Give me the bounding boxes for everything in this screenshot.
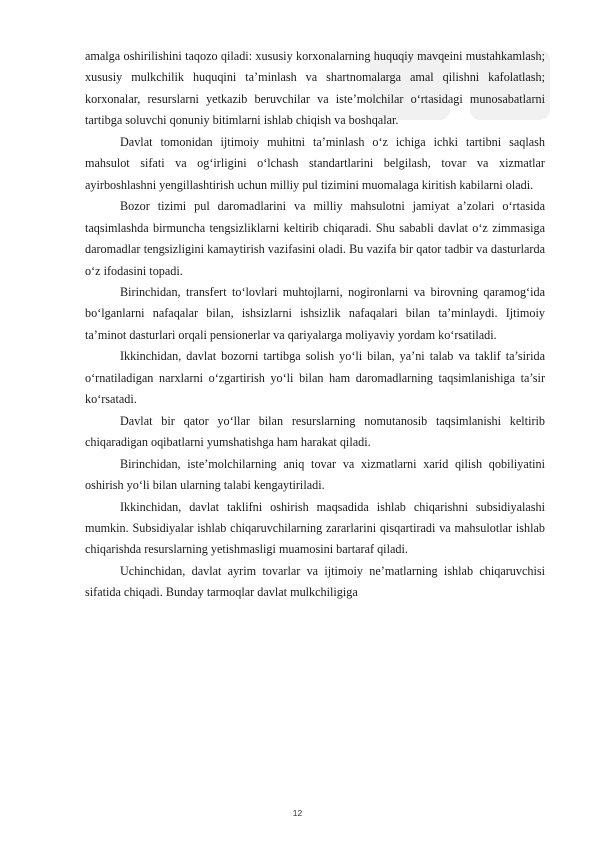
paragraph-4: Birinchidan, transfert to‘lovlari muhtojlarni, nogironlarni va birovning qaramog‘ida bo‘lganlarni nafaqalar bilan, ishsizlarni ishsizlik nafaqalari bilan ta’minlaydi. Ijtimoiy ta’minot dasturlari orqali pensionerlar va qariyalarga moliyaviy yordam ko‘rsatiladi.	[85, 284, 545, 342]
paragraph-3: Bozor tizimi pul daromadlarini va milliy mahsulotni jamiyat a’zolari o‘rtasida taqsimlashda birmuncha tengsizliklarni keltirib chiqaradi. Shu sababli davlat o‘z zimmasiga daromadlar tengsizligini kamaytirish vazifasini oladi. Bu vazifa bir qator tadbir va dasturlarda o‘z ifodasini topadi.	[85, 199, 545, 278]
page-number: 12	[292, 808, 303, 818]
paragraph-7: Birinchidan, iste’molchilarning aniq tovar va xizmatlarni xarid qilish qobiliyatini oshirish yo‘li bilan ularning talabi kengaytiriladi.	[85, 456, 545, 493]
body-text	[85, 46, 545, 604]
paragraph-6: Davlat bir qator yo‘llar bilan resurslarning nomutanosib taqsimlanishi keltirib chiqaradigan oqibatlarni yumshatishga ham harakat qiladi.	[85, 413, 545, 450]
paragraph-9: Uchinchidan, davlat ayrim tovarlar va ijtimoiy ne’matlarning ishlab chiqaruvchisi sifatida chiqadi. Bunday tarmoqlar davlat mulkchiligiga	[85, 563, 545, 600]
paragraph-5: Ikkinchidan, davlat bozorni tartibga solish yo‘li bilan, ya’ni talab va taklif ta’sirida o‘rnatiladigan narxlarni o‘zgartirish yo‘li bilan ham daromadlarning taqsimlanishiga ta’sir ko‘rsatadi.	[85, 349, 545, 407]
paragraph-2: Davlat tomonidan ijtimoiy muhitni ta’minlash o‘z ichiga ichki tartibni saqlash mahsulot sifati va og‘irligini o‘lchash standartlarini belgilash, tovar va xizmatlar ayirboshlashni yengillashtirish uchun milliy pul tizimini muomalaga kiritish kabilarni oladi.	[85, 134, 545, 192]
paragraph-8: Ikkinchidan, davlat taklifni oshirish maqsadida ishlab chiqarishni subsidiyalashi mumkin. Subsidiyalar ishlab chiqaruvchilarning zararlarini qisqartiradi va mahsulotlar ishlab chiqarishda resurslarning yetishmasligi muamosini bartaraf qiladi.	[85, 499, 545, 557]
paragraph-1: amalga oshirilishini taqozo qiladi: xususiy korxonalarning huquqiy mavqeini mustahkamlash; xususiy mulkchilik huquqini ta’minlash va shartnomalarga amal qilishni kafolatlash; korxonalar, resurslarni yetkazib beruvchilar va iste’molchilar o‘rtasidagi munosabatlarni tartibga soluvchi qonuniy bitimlarni ishlab chiqish va boshqalar.	[85, 49, 545, 128]
